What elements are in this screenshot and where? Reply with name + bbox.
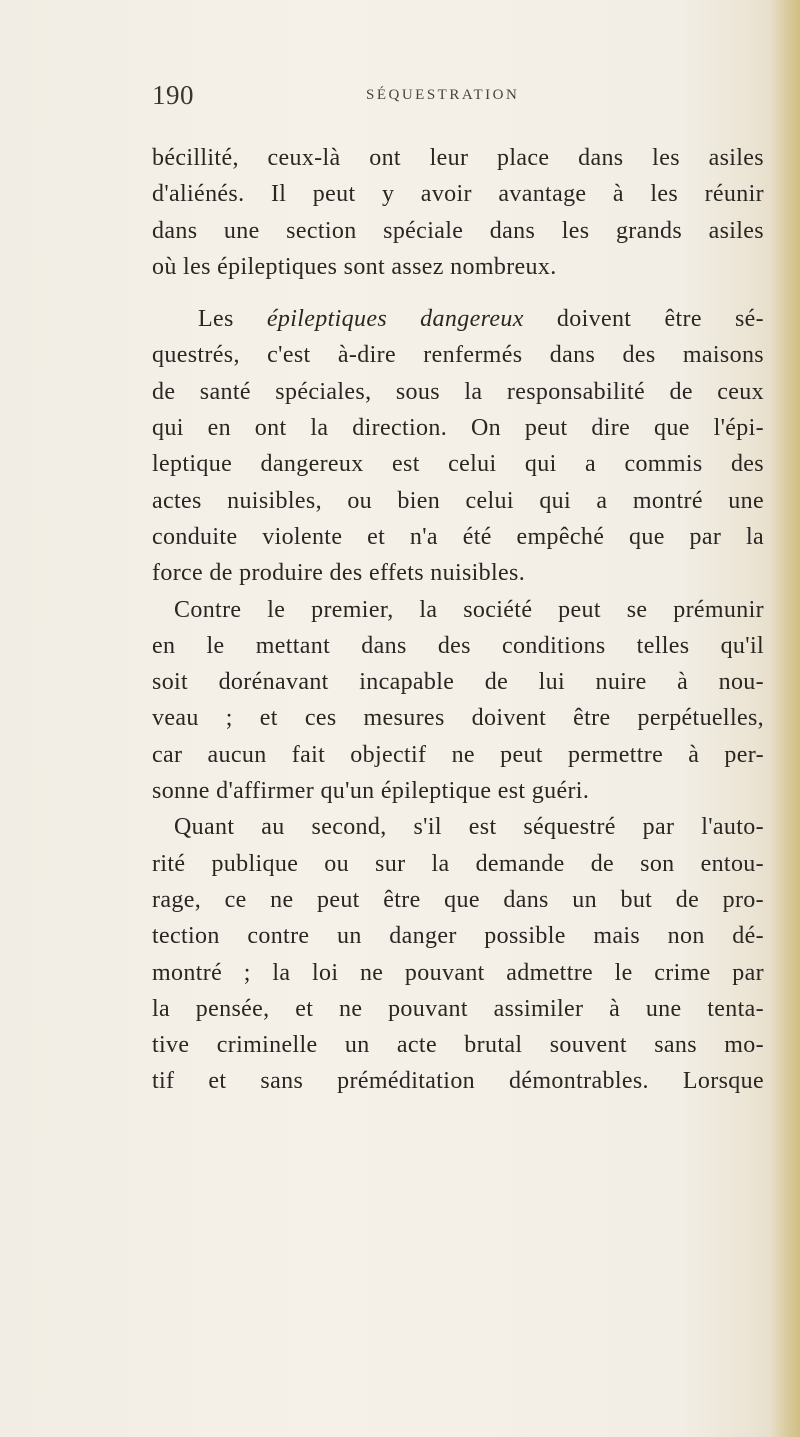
text-line: sonne d'affirmer qu'un épileptique est guéri. (152, 778, 590, 805)
text-line: rage, ce ne peut être que dans un but de pro- (152, 886, 764, 913)
text-line: bécillité, ceux-là ont leur place dans les asiles (152, 145, 764, 171)
text-line: tection contre un danger possible mais non dé- (152, 923, 764, 950)
text-line: montré ; la loi ne pouvant admettre le crime par (152, 959, 764, 986)
text-line: questrés, c'est à-dire renfermés dans des maisons (152, 342, 764, 369)
running-head: SÉQUESTRATION (366, 87, 520, 103)
body-text (152, 140, 764, 1100)
text-line: d'aliénés. Il peut y avoir avantage à les réunir (152, 181, 764, 208)
page-header (152, 80, 752, 120)
text-line: tive criminelle un acte brutal souvent sans mo- (152, 1032, 764, 1059)
text-line: actes nuisibles, ou bien celui qui a montré une (152, 487, 764, 514)
text-line: car aucun fait objectif ne peut permettre à per- (152, 741, 764, 768)
italic-phrase: épileptiques dangereux (266, 306, 524, 333)
text-line: dans une section spéciale dans les grands asiles (152, 217, 764, 244)
text-line: Contre le premier, la société peut se prémunir (174, 596, 764, 623)
text-line: soit dorénavant incapable de lui nuire à nou- (152, 669, 764, 696)
text-line: de santé spéciales, sous la responsabilité de ceux (152, 378, 764, 405)
text-line: Quant au second, s'il est séquestré par l'auto- (174, 814, 764, 841)
text-run: doivent être sé- (523, 306, 765, 333)
text-line: tif et sans préméditation démontrables. Lorsque (152, 1068, 764, 1095)
text-line: qui en ont la direction. On peut dire que l'épi- (152, 415, 764, 442)
text-line: veau ; et ces mesures doivent être perpétuelles, (152, 705, 764, 732)
text-line: rité publique ou sur la demande de son entou- (152, 850, 764, 877)
text-line: conduite violente et n'a été empêché que par la (152, 523, 764, 550)
text-run: Les (198, 306, 267, 333)
text-line: force de produire des effets nuisibles. (152, 560, 526, 587)
page-number: 190 (152, 80, 194, 110)
text-line: leptique dangereux est celui qui a commis des (152, 451, 764, 478)
paragraph-gap (152, 285, 764, 301)
text-line: où les épileptiques sont assez nombreux. (152, 253, 557, 280)
text-line: en le mettant dans des conditions telles qu'il (152, 632, 764, 659)
page-edge-shading (770, 0, 800, 1437)
text-line: la pensée, et ne pouvant assimiler à une tenta- (152, 995, 764, 1022)
text-line (152, 301, 764, 337)
